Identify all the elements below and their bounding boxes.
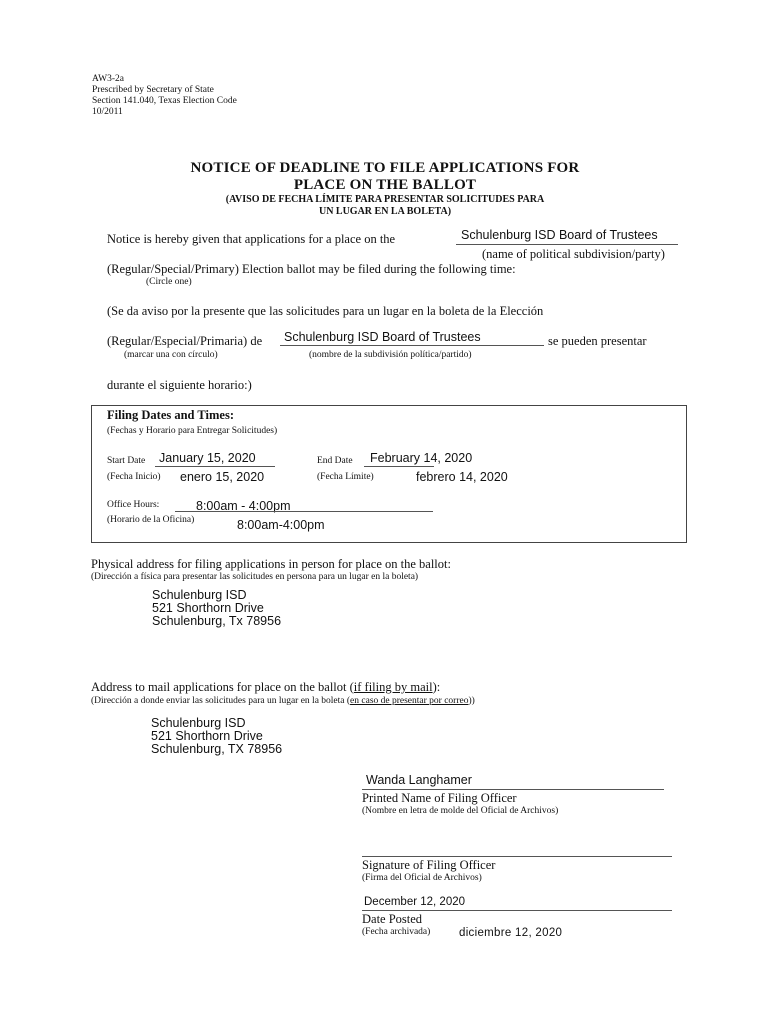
subdivision-caption-es: (nombre de la subdivisión política/partido) [309,350,472,360]
filing-heading: Filing Dates and Times: [107,408,234,422]
end-date-label: End Date [317,456,353,466]
page-title-line1: NOTICE OF DEADLINE TO FILE APPLICATIONS FOR [190,160,580,176]
mail-address-line1: Schulenburg ISD [151,716,246,730]
office-hours-label: Office Hours: [107,500,160,510]
form-id: AW3-2a [92,74,124,84]
end-date-underline [364,466,434,467]
start-date-value-es: enero 15, 2020 [180,470,265,484]
signature-label-es: (Firma del Oficial de Archivos) [362,873,482,883]
prescribed-by: Prescribed by Secretary of State [92,85,214,95]
date-posted-label-es: (Fecha archivada) [362,927,431,937]
notice-intro-es: (Se da aviso por la presente que las solicitudes para un lugar en la boleta de la Elección [107,304,544,318]
signature-label: Signature of Filing Officer [362,858,496,872]
page-subtitle-es-line1: (AVISO DE FECHA LÍMITE PARA PRESENTAR SOLICITUDES PARA [225,194,545,205]
office-hours-value-es: 8:00am-4:00pm [237,518,325,532]
date-posted-value: December 12, 2020 [364,896,466,908]
mail-address-line2: 521 Shorthorn Drive [151,729,263,743]
notice-intro: Notice is hereby given that applications for a place on the [107,232,396,246]
mail-address-label-es: (Dirección a donde enviar las solicitudes para un lugar en la boleta (en caso de presentar por correo)) [91,696,475,706]
physical-address-line2: 521 Shorthorn Drive [152,601,264,615]
mail-address-line3: Schulenburg, TX 78956 [151,742,283,756]
office-hours-value: 8:00am - 4:00pm [196,499,291,513]
end-date-label-es: (Fecha Límite) [317,472,374,482]
subdivision-underline [456,244,678,245]
officer-name-label-es: (Nombre en letra de molde del Oficial de Archivos) [362,806,559,816]
date-posted-underline [362,910,672,911]
subdivision-value: Schulenburg ISD Board of Trustees [461,228,658,242]
form-date: 10/2011 [92,107,123,117]
election-code-section: Section 141.040, Texas Election Code [92,96,237,106]
officer-name-underline [362,789,664,790]
filing-heading-es: (Fechas y Horario para Entregar Solicitudes) [107,426,278,436]
start-date-value: January 15, 2020 [159,451,256,465]
office-hours-underline [175,511,433,512]
officer-name-label: Printed Name of Filing Officer [362,791,517,805]
date-posted-label: Date Posted [362,912,423,926]
start-date-label-es: (Fecha Inicio) [107,472,161,482]
office-hours-label-es: (Horario de la Oficina) [107,515,195,525]
officer-name-value: Wanda Langhamer [366,773,472,787]
end-date-value: February 14, 2020 [370,451,473,465]
page-title-line2: PLACE ON THE BALLOT [293,177,477,193]
end-date-value-es: febrero 14, 2020 [416,470,508,484]
physical-address-label-es: (Dirección a física para presentar las solicitudes en persona para un lugar en la boleta) [91,572,419,582]
physical-address-label: Physical address for filing applications in person for place on the ballot: [91,557,451,571]
es-tail-text: se pueden presentar [548,334,647,348]
horario-es: durante el siguiente horario:) [107,378,252,392]
mail-address-label: Address to mail applications for place on the ballot (if filing by mail): [91,680,441,694]
date-posted-value-es: diciembre 12, 2020 [459,927,563,939]
start-date-underline [155,466,275,467]
ballot-line: (Regular/Special/Primary) Election ballot may be filed during the following time: [107,262,516,276]
signature-line [362,856,672,857]
start-date-label: Start Date [107,456,146,466]
circle-one-caption: (Circle one) [146,277,192,287]
subdivision-es-underline [280,345,544,346]
physical-address-line1: Schulenburg ISD [152,588,247,602]
regular-es-label: (Regular/Especial/Primaria) de [107,334,263,348]
subdivision-value-es: Schulenburg ISD Board of Trustees [284,330,481,344]
page-subtitle-es-line2: UN LUGAR EN LA BOLETA) [318,206,452,217]
physical-address-line3: Schulenburg, Tx 78956 [152,614,282,628]
circle-one-caption-es: (marcar una con círculo) [124,350,218,360]
subdivision-caption: (name of political subdivision/party) [482,247,665,261]
